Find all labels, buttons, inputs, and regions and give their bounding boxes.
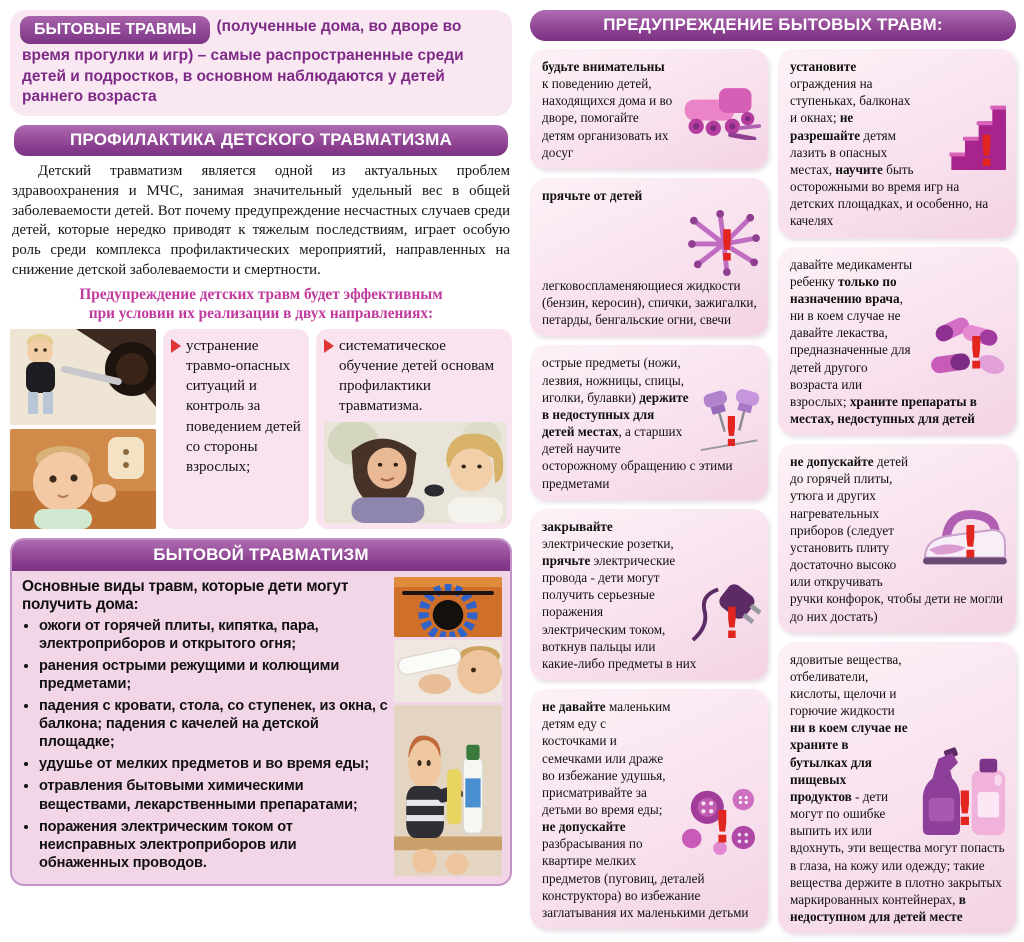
tip-text: не давайте маленьким детям еду с косточками и семечками или драже во избежание удушья, присматривайте за детьми во время еды; не допускайте разбрасывания по квартире мелких предметов (пуговиц, деталей конструктора) во избежание заглатывания их маленькими детьми [542,699,749,920]
tip-small-objects-choking [530,689,768,929]
left-page [10,10,512,871]
staircase-warning-icon [921,94,1009,172]
iron-warning-icon [917,501,1009,579]
effective-heading [10,285,512,323]
list-item: • отравления бытовыми химическими веществами, лекарственными препаратами; [39,777,388,813]
toy-roller-skates-icon [679,84,761,140]
tip-cover-sockets [530,509,768,680]
pushpins-warning-icon [695,384,761,456]
effective-line-1: Предупреждение детских травм будет эффективным [79,285,443,303]
tip-text: давайте медикаменты ребенку только по назначению врача, ни в коем случае не давайте лекаства, предназначенные для детей другого возраста или взрослых; храните препараты в местах, недоступных для детей [790,256,977,426]
svg-text:!: ! [722,408,741,457]
tip-text: закрывайте электрические розетки, прячьте электрические провода - дети могут получить серьезные поражения электрическим током, воткнув пальцы или какие-либо предметы в них [542,518,697,671]
buttons-warning-icon [677,782,761,856]
direction-2-text: систематическое обучение детей основам профилактики травматизма. [339,337,495,415]
household-traumatism-section [10,538,512,886]
intro-text: (полученные дома, во дворе во время прогулки и игр) – самые распространенные среди детей и подростков, в основном наблюдаются у детей раннего возраста [22,18,464,106]
right-page [530,10,1016,925]
tip-text: острые предметы (ножи, лезвия, ножницы, спицы, иголки, булавки) держите в недоступных для детей местах, а старших детей научите осторожному обращению с этими предметами [542,355,733,491]
tip-supervise-children [530,49,768,169]
chemical-bottles-warning-icon [913,747,1009,837]
tips-column-right [778,49,1016,942]
svg-text:!: ! [966,325,987,379]
svg-text:!: ! [717,221,737,272]
directions-photo-column [10,329,156,529]
power-plug-warning-icon [689,570,761,642]
tip-text: ядовитые вещества, отбеливатели, кислоты, щелочи и горючие жидкости ни в коем случае не храните в бутылках для пищевых продуктов - дети могут по ошибке выпить их или вдохнуть, эти вещества могут попасть в глаза, на кожу или одежду; такие вещества держите в плотно закрытых маркированных контейнерах, в недоступном для детей месте [790,651,1005,925]
household-body [12,571,510,884]
svg-text:!: ! [976,127,997,172]
intro-box [10,10,512,116]
tip-sharp-objects [530,345,768,499]
lead-paragraph: Детский травматизм является одной из актуальных проблем здравоохранения и МЧС, занимая значительный удельный вес в общей заболеваемости детей. Вот почему предупреждение несчастных случаев среди детей, которые нередко приводят к тяжелым последствиям, играет особую роль среди комплекса профилактических мероприятий, направленных на снижение детской заболеваемости и смертности. [12,163,510,278]
list-item: • удушье от мелких предметов и во время еды; [39,755,388,773]
list-item: • падения с кровати, стола, со ступенек, из окна, с балкона; падения с качелей на детской площадке; [39,697,388,751]
tip-install-railings [778,49,1016,238]
household-section-header: БЫТОВОЙ ТРАВМАТИЗМ [12,540,510,571]
arrow-bullet-icon [171,339,181,353]
direction-1-text: устранение травмо-опасных ситуаций и контроль за поведением детей со стороны взрослых; [186,337,301,476]
svg-text:!: ! [712,800,733,854]
photo-bandaged-child [394,640,502,702]
pills-warning-icon [923,308,1009,382]
tips-columns [530,49,1016,942]
photo-baby-with-chemicals [394,705,502,876]
tip-text: прячьте от детей легковоспламеняющиеся жидкости (бензин, керосин), спички, зажигалки, петарды, бенгальские огни, свечи [542,187,757,328]
list-item: • ранения острыми режущими и колющими предметами; [39,657,388,693]
tip-hide-flammables [530,178,768,336]
photo-mother-talking-to-child [324,422,506,523]
prevention-section-header: ПРОФИЛАКТИКА ДЕТСКОГО ТРАВМАТИЗМА [14,125,508,156]
tip-toxic-substances [778,642,1016,934]
matches-warning-icon [687,209,761,277]
photo-gas-burner [394,577,502,637]
arrow-bullet-icon [324,339,334,353]
list-item: • поражения электрическим током от неисправных электроприборов или обнаженных проводов. [39,818,388,872]
tip-medicines-by-prescription [778,247,1016,436]
household-injuries-badge: БЫТОВЫЕ ТРАВМЫ [20,16,210,44]
direction-2-inner [324,336,506,523]
photo-baby-near-socket [10,429,156,529]
household-photo-strip [394,577,502,876]
direction-box-2 [316,329,512,529]
household-subtitle: Основные виды травм, которые дети могут получить дома: [22,577,349,613]
tip-text: установите ограждения на ступеньках, балконах и окнах; не разрешайте детям лазить в опасных местах, научите быть осторожными во время игр на детских площадках, и особенно, на качелях [790,59,989,229]
household-list-wrap [22,577,388,876]
effective-line-2: при условии их реализации в двух направлениях: [88,304,434,322]
tip-hot-appliances [778,444,1016,633]
svg-text:!: ! [722,598,742,642]
tips-column-left [530,49,768,942]
svg-text:!: ! [954,781,976,837]
photo-baby-pulling-pot [10,329,156,425]
tip-text: не допускайте детей до горячей плиты, утюга и других нагревательных приборов (следует установить плиту достаточно высоко или откручивать ручки конфорок, чтобы дети не могли до них достать) [790,454,1004,624]
svg-text:!: ! [960,515,981,569]
direction-box-1 [163,329,309,529]
prevention-tips-header: ПРЕДУПРЕЖДЕНИЕ БЫТОВЫХ ТРАВМ: [530,10,1016,41]
list-item: • ожоги от горячей плиты, кипятка, пара, электроприборов и открытого огня; [39,617,388,653]
household-injury-list [22,617,388,872]
tip-text: будьте внимательны к поведению детей, находящихся дома и во дворе, помогайте детям организовать их досуг [542,59,673,160]
two-directions-row [10,329,512,529]
